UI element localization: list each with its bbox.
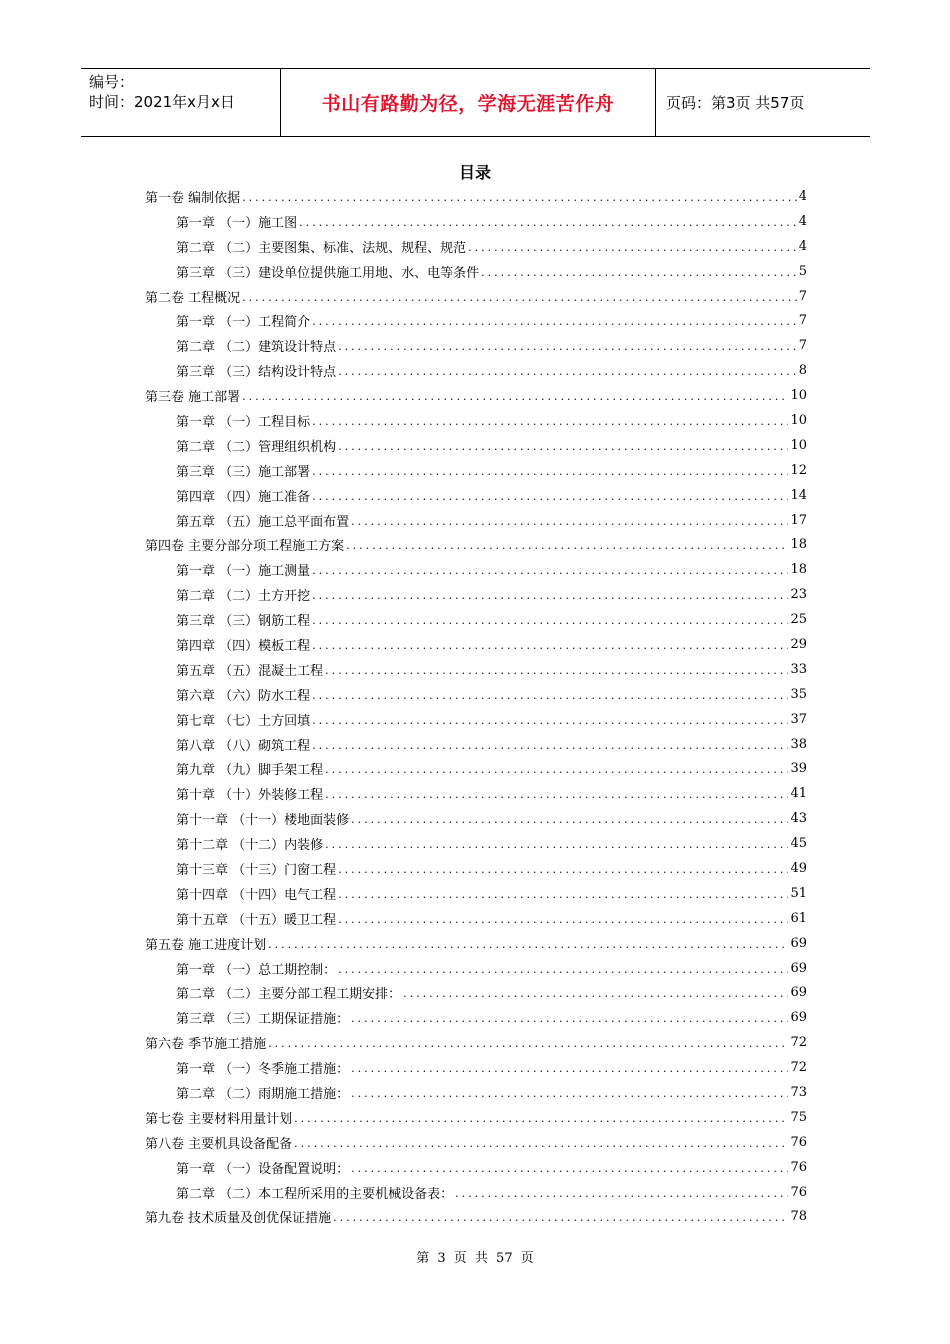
toc-chapter-entry[interactable] [145,806,807,831]
toc-entry-page: 45 [790,836,807,852]
toc-entry-page: 76 [790,1159,807,1175]
toc-leader-dots [312,590,788,601]
toc-entry-page: 5 [798,263,807,279]
toc-leader-dots [242,192,797,203]
toc-volume-entry[interactable] [145,383,807,408]
toc-entry-label: 第三卷 施工部署 [145,390,241,406]
toc-entry-label: 第十四章 （十四）电气工程 [176,887,337,903]
toc-entry-label: 第一章 （一）施工图 [176,215,298,231]
toc-entry-label: 第三章 （三）施工部署 [176,464,311,480]
toc-leader-dots [242,292,797,303]
toc-chapter-entry[interactable] [145,956,807,981]
toc-chapter-entry[interactable] [145,732,807,757]
toc-leader-dots [312,565,788,576]
toc-chapter-entry[interactable] [145,607,807,632]
toc-entry-label: 第八卷 主要机具设备配备 [145,1136,293,1152]
toc-leader-dots [312,615,788,626]
toc-entry-label: 第一章 （一）冬季施工措施： [176,1062,350,1078]
toc-entry-page: 12 [790,462,807,478]
toc-chapter-entry[interactable] [145,408,807,433]
document-number-label: 编号： [89,73,135,91]
toc-chapter-entry[interactable] [145,682,807,707]
toc-entry-page: 4 [798,238,807,254]
toc-entry-page: 25 [790,612,807,628]
toc-entry-page: 69 [790,985,807,1001]
toc-entry-page: 10 [790,388,807,404]
toc-entry-page: 8 [798,363,807,379]
toc-chapter-entry[interactable] [145,433,807,458]
toc-leader-dots [351,1013,788,1024]
toc-entry-label: 第三章 （三）结构设计特点 [176,365,337,381]
toc-entry-label: 第十一章 （十一）楼地面装修 [176,813,350,829]
toc-leader-dots [403,988,788,999]
toc-volume-entry[interactable] [145,532,807,557]
toc-leader-dots [351,814,788,825]
toc-entry-page: 78 [790,1209,807,1225]
toc-entry-page: 38 [790,736,807,752]
toc-entry-label: 第二章 （二）主要图集、标准、法规、规程、规范 [176,240,467,256]
toc-entry-page: 49 [790,860,807,876]
toc-volume-entry[interactable] [145,1205,807,1230]
header-page-info: 页码：第3页 共57页 [666,94,805,112]
toc-chapter-entry[interactable] [145,582,807,607]
toc-leader-dots [351,1063,788,1074]
toc-volume-entry[interactable] [145,1130,807,1155]
toc-entry-page: 35 [790,686,807,702]
toc-entry-page: 4 [798,188,807,204]
toc-leader-dots [346,540,788,551]
toc-entry-page: 7 [798,338,807,354]
toc-entry-label: 第四章 （四）模板工程 [176,638,311,654]
toc-chapter-entry[interactable] [145,483,807,508]
toc-leader-dots [312,491,788,502]
toc-entry-label: 第七卷 主要材料用量计划 [145,1111,293,1127]
toc-entry-page: 14 [790,487,807,503]
toc-entry-page: 18 [790,537,807,553]
toc-entry-label: 第一章 （一）总工期控制： [176,962,337,978]
toc-entry-label: 第三章 （三）钢筋工程 [176,614,311,630]
toc-chapter-entry[interactable] [145,856,807,881]
toc-chapter-entry[interactable] [145,1005,807,1030]
toc-leader-dots [312,690,788,701]
toc-leader-dots [294,1113,788,1124]
toc-leader-dots [268,1038,788,1049]
toc-entry-label: 第一章 （一）工程目标 [176,414,311,430]
toc-entry-page: 41 [790,786,807,802]
toc-entry-label: 第一章 （一）设备配置说明： [176,1161,350,1177]
toc-chapter-entry[interactable] [145,707,807,732]
toc-entry-page: 7 [798,313,807,329]
toc-entry-page: 10 [790,412,807,428]
toc-entry-page: 7 [798,288,807,304]
toc-leader-dots [312,316,797,327]
toc-leader-dots [338,341,797,352]
toc-entry-page: 72 [790,1035,807,1051]
toc-chapter-entry[interactable] [145,881,807,906]
toc-entry-page: 18 [790,562,807,578]
toc-chapter-entry[interactable] [145,657,807,682]
toc-leader-dots [351,1088,788,1099]
toc-chapter-entry[interactable] [145,906,807,931]
toc-entry-page: 23 [790,587,807,603]
header-meta-cell [81,69,281,136]
toc-leader-dots [325,789,788,800]
header-motto: 书山有路勤为径，学海无涯苦作舟 [281,69,656,136]
toc-entry-label: 第八章 （八）砌筑工程 [176,738,311,754]
toc-leader-dots [338,889,788,900]
toc-leader-dots [325,665,788,676]
toc-chapter-entry[interactable] [145,1080,807,1105]
toc-volume-entry[interactable] [145,1105,807,1130]
toc-leader-dots [299,217,797,228]
toc-entry-label: 第一章 （一）施工测量 [176,564,311,580]
toc-entry-label: 第四卷 主要分部分项工程施工方案 [145,539,345,555]
toc-entry-page: 4 [798,213,807,229]
toc-leader-dots [325,839,788,850]
toc-leader-dots [338,964,788,975]
toc-entry-page: 33 [790,661,807,677]
toc-chapter-entry[interactable] [145,358,807,383]
toc-leader-dots [312,466,788,477]
toc-leader-dots [312,640,788,651]
toc-entry-page: 51 [790,885,807,901]
toc-entry-label: 第十三章 （十三）门窗工程 [176,862,337,878]
toc-volume-entry[interactable] [145,931,807,956]
toc-entry-label: 第四章 （四）施工准备 [176,489,311,505]
toc-entry-label: 第五章 （五）混凝土工程 [176,663,324,679]
toc-entry-label: 第十二章 （十二）内装修 [176,838,324,854]
toc-entry-label: 第二卷 工程概况 [145,290,241,306]
toc-entry-page: 76 [790,1184,807,1200]
toc-chapter-entry[interactable] [145,1155,807,1180]
toc-chapter-entry[interactable] [145,209,807,234]
toc-entry-label: 第六卷 季节施工措施 [145,1037,267,1053]
toc-entry-label: 第五卷 施工进度计划 [145,937,267,953]
toc-entry-page: 61 [790,910,807,926]
toc-chapter-entry[interactable] [145,259,807,284]
toc-leader-dots [351,1163,788,1174]
toc-leader-dots [338,366,797,377]
toc-chapter-entry[interactable] [145,234,807,259]
toc-entry-page: 37 [790,711,807,727]
toc-leader-dots [338,441,788,452]
toc-chapter-entry[interactable] [145,557,807,582]
table-of-contents [145,184,807,1229]
toc-entry-page: 39 [790,761,807,777]
toc-leader-dots [338,864,788,875]
toc-chapter-entry[interactable] [145,1055,807,1080]
toc-chapter-entry[interactable] [145,781,807,806]
toc-chapter-entry[interactable] [145,333,807,358]
toc-chapter-entry[interactable] [145,632,807,657]
toc-entry-label: 第三章 （三）工期保证措施： [176,1012,350,1028]
toc-leader-dots [325,764,788,775]
toc-entry-page: 69 [790,1010,807,1026]
page-header [81,68,870,137]
toc-chapter-entry[interactable] [145,981,807,1006]
toc-chapter-entry[interactable] [145,1180,807,1205]
toc-entry-page: 29 [790,636,807,652]
toc-entry-page: 76 [790,1134,807,1150]
toc-leader-dots [294,1138,788,1149]
toc-volume-entry[interactable] [145,1030,807,1055]
toc-leader-dots [312,740,788,751]
toc-chapter-entry[interactable] [145,308,807,333]
toc-entry-label: 第二章 （二）本工程所采用的主要机械设备表： [176,1186,454,1202]
toc-entry-page: 10 [790,437,807,453]
toc-chapter-entry[interactable] [145,831,807,856]
toc-volume-entry[interactable] [145,284,807,309]
toc-entry-label: 第九卷 技术质量及创优保证措施 [145,1211,332,1227]
toc-entry-label: 第九章 （九）脚手架工程 [176,763,324,779]
toc-entry-label: 第三章 （三）建设单位提供施工用地、水、电等条件 [176,265,480,281]
toc-entry-page: 69 [790,935,807,951]
toc-entry-label: 第十五章 （十五）暖卫工程 [176,912,337,928]
toc-entry-page: 73 [790,1085,807,1100]
toc-entry-page: 69 [790,960,807,976]
toc-entry-label: 第六章 （六）防水工程 [176,688,311,704]
toc-leader-dots [268,939,788,950]
document-time-label: 时间：2021年x月x日 [89,93,235,111]
page-footer: 第 3 页 共 57 页 [416,1251,534,1266]
toc-entry-label: 第一卷 编制依据 [145,190,241,206]
toc-entry-label: 第二章 （二）建筑设计特点 [176,340,337,356]
toc-entry-label: 第七章 （七）土方回填 [176,713,311,729]
toc-entry-label: 第二章 （二）土方开挖 [176,589,311,605]
toc-entry-page: 43 [790,811,807,827]
toc-leader-dots [242,391,788,402]
toc-entry-page: 72 [790,1060,807,1076]
toc-entry-label: 第五章 （五）施工总平面布置 [176,514,350,530]
toc-chapter-entry[interactable] [145,756,807,781]
toc-entry-page: 17 [790,512,807,528]
toc-leader-dots [333,1212,788,1223]
toc-leader-dots [312,715,788,726]
toc-leader-dots [468,242,797,253]
toc-chapter-entry[interactable] [145,508,807,533]
toc-entry-label: 第二章 （二）雨期施工措施： [176,1087,350,1102]
toc-leader-dots [455,1188,788,1199]
toc-leader-dots [312,416,788,427]
toc-leader-dots [481,267,797,278]
toc-leader-dots [351,516,788,527]
toc-leader-dots [338,914,788,925]
toc-chapter-entry[interactable] [145,458,807,483]
toc-volume-entry[interactable] [145,184,807,209]
toc-entry-label: 第二章 （二）主要分部工程工期安排： [176,987,402,1003]
toc-entry-label: 第二章 （二）管理组织机构 [176,439,337,455]
toc-entry-label: 第十章 （十）外装修工程 [176,788,324,804]
toc-entry-label: 第一章 （一）工程简介 [176,315,311,331]
toc-entry-page: 75 [790,1109,807,1125]
toc-title: 目录 [458,163,491,182]
